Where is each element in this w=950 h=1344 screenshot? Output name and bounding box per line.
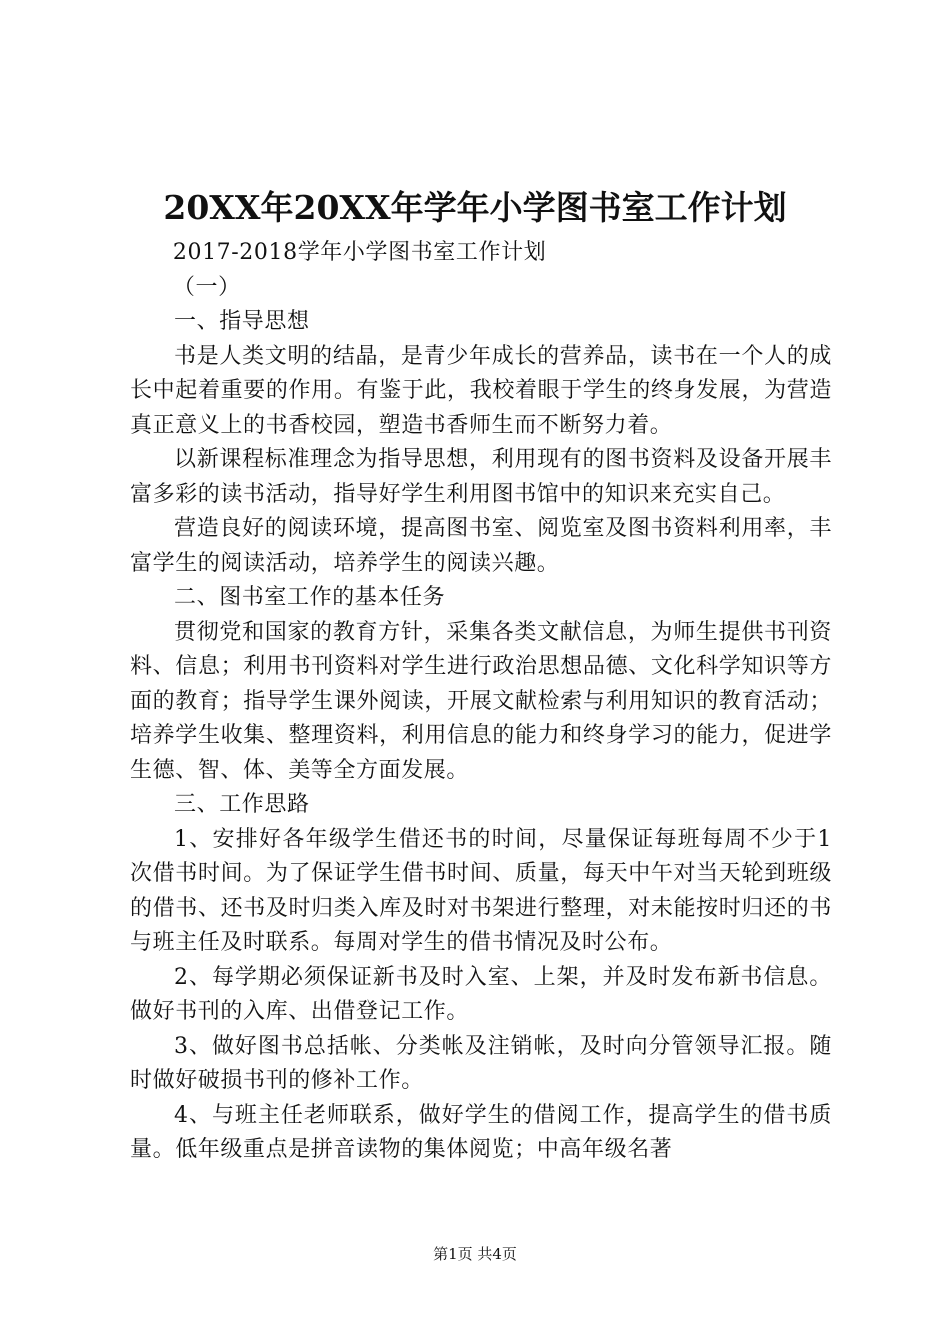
document-title: 20XX年20XX年学年小学图书室工作计划 — [163, 188, 787, 227]
subtitle: 2017-2018学年小学图书室工作计划 — [172, 240, 547, 265]
page-footer: 第1页 共4页 — [433, 1245, 517, 1263]
paragraph: 营造良好的阅读环境，提高图书室、阅览室及图书资料利用率，丰富学生的阅读活动，培养学生的阅读兴趣。 — [130, 516, 832, 576]
paragraph: 书是人类文明的结晶，是青少年成长的营养品，读书在一个人的成长中起着重要的作用。有鉴于此，我校着眼于学生的终身发展，为营造真正意义上的书香校园，塑造书香师生而不断努力着。 — [130, 343, 832, 438]
paragraph: 2、每学期必须保证新书及时入室、上架，并及时发布新书信息。做好书刊的入库、出借登记工作。 — [130, 964, 832, 1024]
section-number: （一） — [172, 274, 241, 300]
paragraph: 3、做好图书总括帐、分类帐及注销帐，及时向分管领导汇报。随时做好破损书刊的修补工作。 — [130, 1033, 832, 1093]
document-body — [130, 236, 832, 1168]
paragraph: 贯彻党和国家的教育方针，采集各类文献信息，为师生提供书刊资料、信息；利用书刊资料对学生进行政治思想品德、文化科学知识等方面的教育；指导学生课外阅读，开展文献检索与利用知识的教育活动；培养学生收集、整理资料，利用信息的能力和终身学习的能力，促进学生德、智、体、美等全方面发展。 — [130, 619, 832, 783]
paragraph: 1、安排好各年级学生借还书的时间，尽量保证每班每周不少于1次借书时间。为了保证学生借书时间、质量，每天中午对当天轮到班级的借书、还书及时归类入库及时对书架进行整理，对未能按时归还的书与班主任及时联系。每周对学生的借书情况及时公布。 — [130, 826, 832, 955]
paragraph: 以新课程标准理念为指导思想，利用现有的图书资料及设备开展丰富多彩的读书活动，指导好学生利用图书馆中的知识来充实自己。 — [130, 447, 832, 507]
heading-work-ideas: 三、工作思路 — [174, 792, 310, 817]
heading-basic-tasks: 二、图书室工作的基本任务 — [174, 585, 446, 610]
heading-guiding-idea: 一、指导思想 — [174, 309, 310, 334]
paragraph: 4、与班主任老师联系，做好学生的借阅工作，提高学生的借书质量。低年级重点是拼音读物的集体阅览；中高年级名著 — [130, 1102, 832, 1162]
